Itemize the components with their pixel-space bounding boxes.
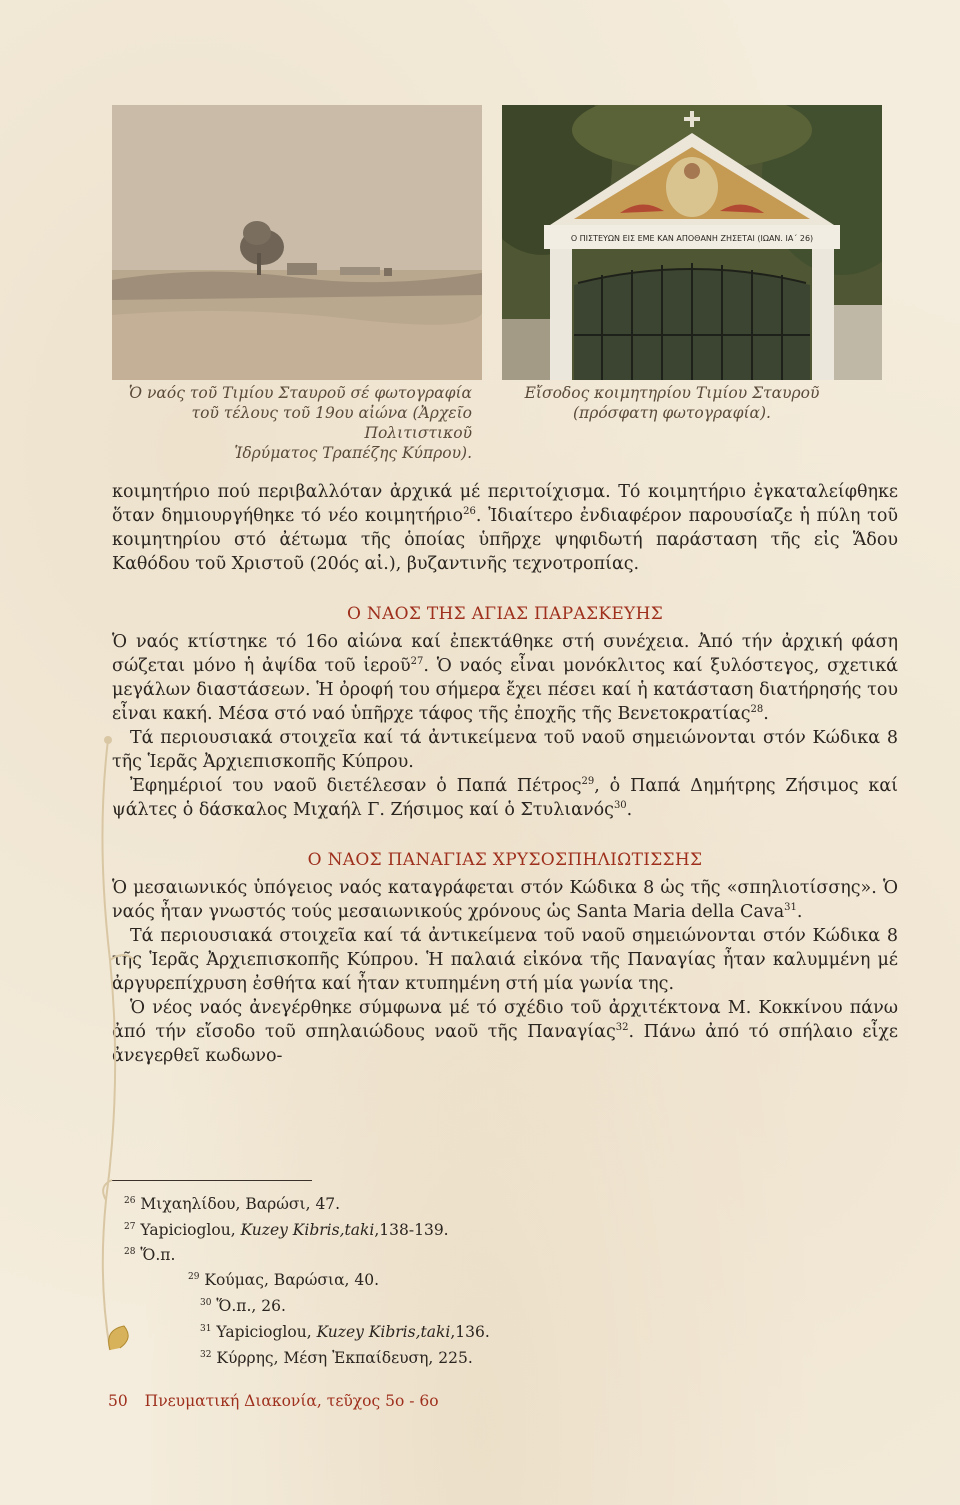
footnote-ref: 30 [613,800,627,812]
church-landscape-image [112,105,482,380]
caption-line: Ἱδρύματος Τραπέζης Κύπρου). [234,444,472,462]
gate-inscription: Ο ΠΙΣΤΕΥΩΝ ΕΙΣ ΕΜΕ ΚΑΝ ΑΠΟΘΑΝΗ ΖΗΣΕΤΑΙ (ΙΩΑΝ. ΙΑ΄ 26) [570,234,814,243]
section-heading-agia-paraskevi: Ο ΝΑΟΣ ΤΗΣ ΑΓΙΑΣ ΠΑΡΑΣΚΕΥΗΣ [346,604,664,624]
cemetery-gate-image [502,105,882,380]
footnote-32: $^{32}$ Κύρρης, Μέση Ἐκπαίδευση, 225. [200,1349,473,1367]
issue-number: τεῦχος 5ο - 6ο [326,1392,439,1410]
paragraph: Τά περιουσιακά στοιχεῖα καί τά ἀντικείμενα τοῦ ναοῦ σημειώνονται στόν Κώδικα 8 τῆς Ἱερᾶς Ἀρχιεπισκοπῆς Κύπρου. Ἡ παλαιά εἰκόνα τῆς Παναγίας ἦταν καλυμμένη μέ ἀργυρεπίχρυση ἐσθήτα καί ἦταν κτυπημένη στή μία γωνία της. [112,926,898,994]
footnote-30: $^{30}$ Ὅ.π., 26. [200,1297,286,1315]
page-number: 50 [108,1392,128,1410]
paragraph: Τά περιουσιακά στοιχεῖα καί τά ἀντικείμενα τοῦ ναοῦ σημειώνονται στόν Κώδικα 8 τῆς Ἱερᾶς Ἀρχιεπισκοπῆς Κύπρου. [112,728,898,772]
paragraph: Ὁ μεσαιωνικός ὑπόγειος ναός καταγράφεται στόν Κώδικα 8 ὡς τῆς «σπηλιοτίσσης». Ὁ ναός ἦταν γνωστός τούς μεσαιωνικούς χρόνους ὡς Santa Maria della Cava$^{31}$. [112,878,898,922]
caption-line: Ὁ ναός τοῦ Τιμίου Σταυροῦ σέ φωτογραφία [128,384,472,402]
footnote-ref: 31 [784,902,797,914]
footnote-29: $^{29}$ Κούμας, Βαρώσια, 40. [188,1271,380,1289]
vine-ornament-icon [88,720,148,1360]
footnote-26: $^{26}$ Μιχαηλίδου, Βαρώσι, 47. [124,1195,341,1213]
paragraph: Ἐφημέριοί του ναοῦ διετέλεσαν ὁ Παπά Πέτρος$^{29}$, ὁ Παπά Δημήτρης Ζήσιμος καί ψάλτες ὁ δάσκαλος Μιχαήλ Γ. Ζήσιμος καί ὁ Στυλιανός$^{30}$. [112,776,899,820]
church-photo-old [112,105,482,380]
page-footer [108,1392,439,1410]
footnote-ref: 29 [581,776,595,788]
footnote-ref: 28 [750,704,764,716]
caption-line: τοῦ τέλους τοῦ 19ου αἰώνα (Ἀρχεῖο Πολιτιστικοῦ [191,404,472,442]
paragraph: Ὁ ναός κτίστηκε τό 16ο αἰώνα καί ἐπεκτάθηκε στή συνέχεια. Ἀπό τήν ἀρχική φάση σώζεται μόνο ἡ ἀψίδα τοῦ ἱεροῦ$^{27}$. Ὁ ναός εἶναι μονόκλιτος καί ξυλόστεγος, σχετικά μεγάλων διαστάσεων. Ἡ ὀροφή του σήμερα ἔχει πέσει καί ἡ κατάσταση διατήρησής του εἶναι κακή. Μέσα στό ναό ὑπῆρχε τάφος τῆς ἐποχῆς τῆς Βενετοκρατίας$^{28}$. [112,632,899,724]
paragraph: Ὁ νέος ναός ἀνεγέρθηκε σύμφωνα μέ τό σχέδιο τοῦ ἀρχιτέκτονα Μ. Κοκκίνου πάνω ἀπό τήν εἴσοδο τοῦ σπηλαιώδους ναοῦ τῆς Παναγίας$^{32}$. Πάνω ἀπό τό σπήλαιο εἶχε ἀνεγερθεῖ κωδωνο- [112,998,898,1066]
footnote-27: $^{27}$ Yapicioglou, Kuzey Kibris,taki,138-139. [124,1221,449,1239]
footnote-ref: 26 [463,506,476,518]
cemetery-gate-photo [502,105,882,380]
main-text [112,480,898,1068]
footnote-ref: 32 [615,1022,629,1034]
caption-line: (πρόσφατη φωτογραφία). [573,404,771,422]
journal-title: Πνευματική Διακονία, [144,1392,322,1410]
section-heading-chrysospiliotissa: Ο ΝΑΟΣ ΠΑΝΑΓΙΑΣ ΧΡΥΣΟΣΠΗΛΙΩΤΙΣΣΗΣ [307,850,703,870]
footnote-28: $^{28}$ Ὅ.π. [124,1246,176,1264]
footnote-ref: 27 [410,656,424,668]
photo-caption-old-church [112,383,472,463]
footnote-31: $^{31}$ Yapicioglou, Kuzey Kibris,taki,136. [200,1323,490,1341]
intro-paragraph: κοιμητήριο πού περιβαλλόταν ἀρχικά μέ περιτοίχισμα. Τό κοιμητήριο ἐγκαταλείφθηκε ὅταν δημιουργήθηκε τό νέο κοιμητήριο$^{26}$. Ἰδιαίτερο ἐνδιαφέρον παρουσίαζε ἡ πύλη τοῦ κοιμητηρίου στό ἀέτωμα τῆς ὁποίας ὑπῆρχε ψηφιδωτή παράσταση τῆς εἰς Ἅδου Καθόδου τοῦ Χριστοῦ (20ός αἰ.), βυζαντινῆς τεχνοτροπίας. [112,482,898,574]
photo-caption-cemetery-gate [502,383,842,423]
caption-line: Εἴσοδος κοιμητηρίου Τιμίου Σταυροῦ [524,384,820,402]
